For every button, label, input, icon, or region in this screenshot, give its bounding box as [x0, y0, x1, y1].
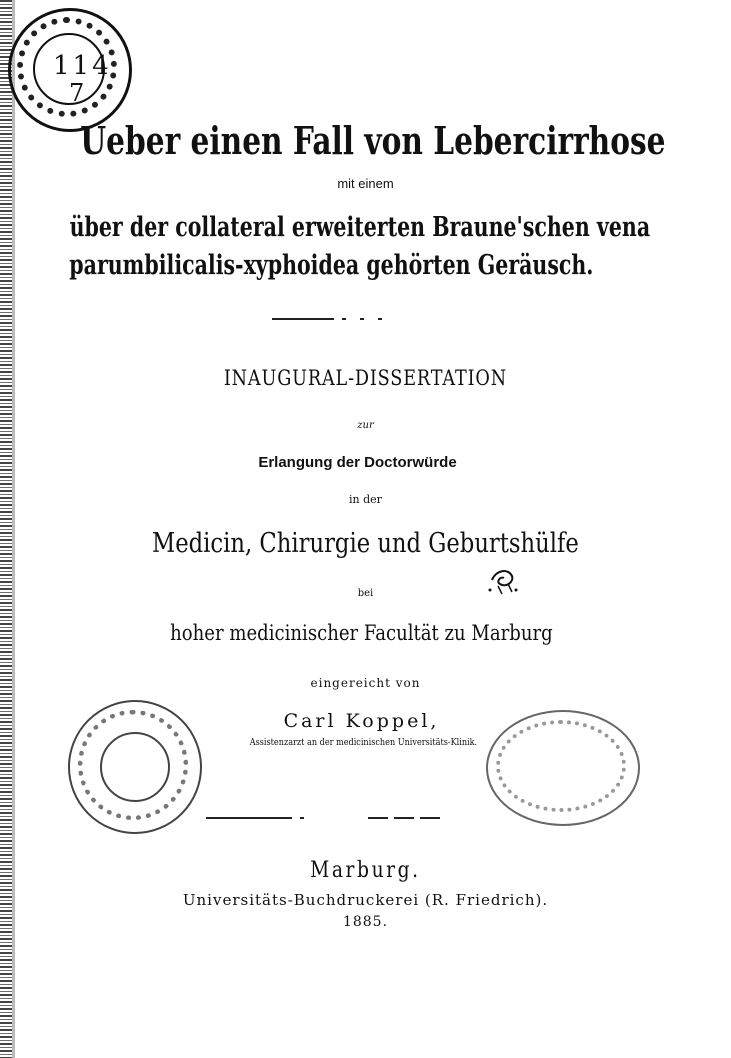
seal-ring-right	[496, 720, 626, 812]
in-der-text: in der	[349, 493, 382, 506]
title: Ueber einen Fall von Lebercirrhose	[80, 118, 666, 163]
printer-name: Universitäts-Buchdruckerei (R. Friedrich).	[182, 891, 549, 909]
faculty-place-text: hoher medicinischer Facultät zu Marburg	[170, 621, 553, 645]
subtitle-line-2: parumbilicalis-xyphoidea gehörten Geräusch.	[69, 250, 594, 281]
erlangung-text: Erlangung der Doctorwürde	[258, 454, 457, 471]
bei-text: bei	[357, 588, 374, 599]
zur-text: zur	[357, 420, 374, 431]
eingereicht-text: eingereicht von	[310, 676, 421, 690]
title-connector: mit einem	[337, 176, 394, 191]
publication-year: 1885.	[342, 914, 389, 930]
faculties-text: Medicin, Chirurgie und Geburtshülfe	[152, 528, 579, 559]
library-stamp	[8, 8, 132, 132]
publication-city: Marburg.	[310, 858, 421, 883]
author-name: Carl Koppel,	[283, 710, 440, 732]
shelf-number-top: 114	[53, 51, 112, 81]
subtitle-line-1: über der collateral erweiterten Braune'schen vena	[69, 212, 651, 243]
author-role: Assistenzarzt an der medicinischen Universitäts-Klinik.	[249, 738, 478, 748]
dissertation-heading: INAUGURAL-DISSERTATION	[223, 366, 507, 390]
shelf-number-bottom: 7	[69, 79, 85, 107]
